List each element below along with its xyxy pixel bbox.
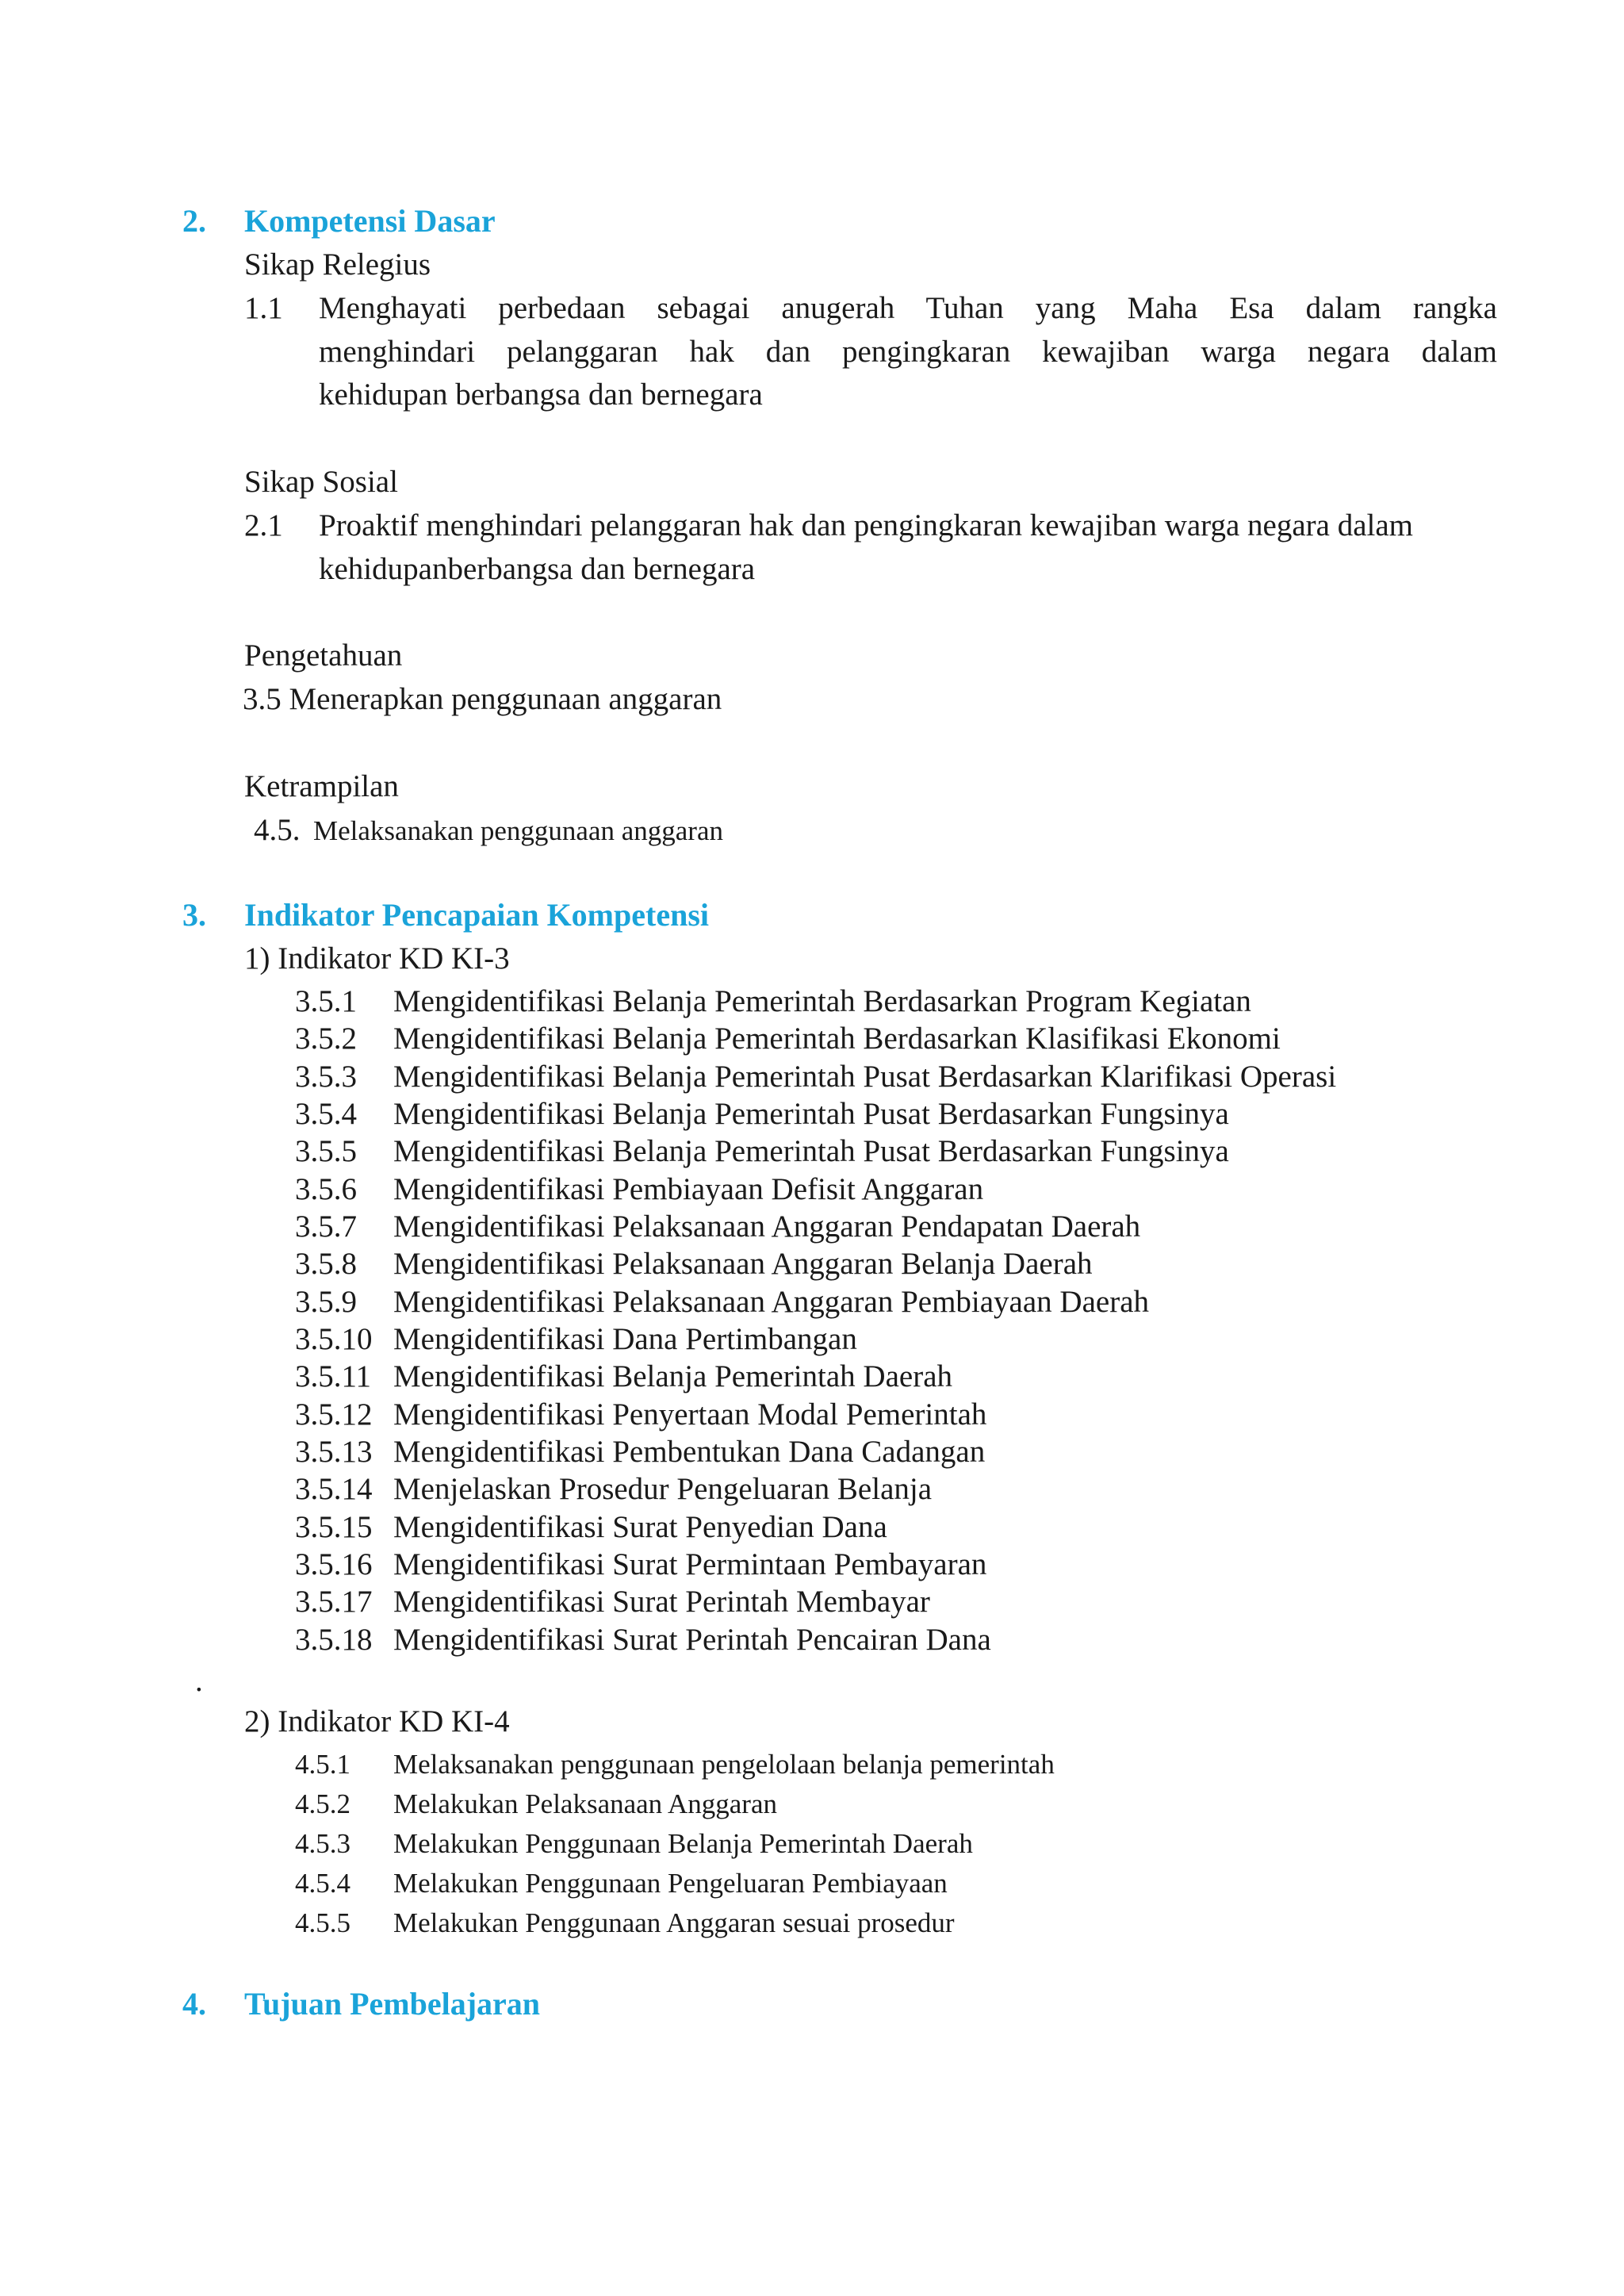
indicator-text: Melakukan Pelaksanaan Anggaran <box>393 1788 778 1819</box>
indicator-number: 3.5.1 <box>295 984 357 1018</box>
indicator-text: Mengidentifikasi Belanja Pemerintah Pusat Berdasarkan Fungsinya <box>393 1134 1229 1168</box>
indicator-number: 4.5.5 <box>295 1907 350 1938</box>
indicator-number: 3.5.9 <box>295 1285 357 1319</box>
section-title: Kompetensi Dasar <box>244 203 496 239</box>
indicator-text: Melakukan Penggunaan Belanja Pemerintah Daerah <box>393 1828 973 1859</box>
group-label-sikap-sosial: Sikap Sosial <box>244 465 398 499</box>
item-line: kehidupanberbangsa dan bernegara <box>319 552 756 586</box>
indicator-text: Mengidentifikasi Surat Penyedian Dana <box>393 1510 887 1544</box>
indicator-text: Mengidentifikasi Pelaksanaan Anggaran Pembiayaan Daerah <box>393 1285 1150 1319</box>
item-line: Menghayati perbedaan sebagai anugerah Tuhan yang Maha Esa dalam rangka <box>319 291 1497 325</box>
indicator-text: Mengidentifikasi Belanja Pemerintah Pusat Berdasarkan Klarifikasi Operasi <box>393 1060 1337 1094</box>
indicator-number: 3.5.16 <box>295 1547 373 1581</box>
item-number-4-5: 4.5. <box>254 813 301 847</box>
indicator-text: Mengidentifikasi Pembentukan Dana Cadangan <box>393 1435 986 1469</box>
indicator-number: 3.5.10 <box>295 1322 373 1356</box>
indicator-number: 4.5.2 <box>295 1788 350 1819</box>
indicator-text: Mengidentifikasi Surat Permintaan Pembayaran <box>393 1547 987 1581</box>
indicator-number: 4.5.4 <box>295 1868 350 1899</box>
indicator-text: Mengidentifikasi Belanja Pemerintah Berdasarkan Klasifikasi Ekonomi <box>393 1022 1281 1056</box>
indicator-text: Mengidentifikasi Pelaksanaan Anggaran Pendapatan Daerah <box>393 1209 1141 1244</box>
indicator-text: Melakukan Penggunaan Pengeluaran Pembiayaan <box>393 1868 948 1899</box>
subsection-label-ki3: 1) Indikator KD KI-3 <box>244 941 510 976</box>
group-label-pengetahuan: Pengetahuan <box>244 638 403 673</box>
group-label-sikap-relegius: Sikap Relegius <box>244 247 431 282</box>
indicator-number: 3.5.7 <box>295 1209 357 1244</box>
indicator-number: 3.5.18 <box>295 1623 373 1657</box>
indicator-text: Melaksanakan penggunaan pengelolaan belanja pemerintah <box>393 1749 1055 1780</box>
indicator-text: Melakukan Penggunaan Anggaran sesuai prosedur <box>393 1907 955 1938</box>
stray-dot: . <box>195 1664 203 1698</box>
indicator-number: 3.5.2 <box>295 1022 357 1056</box>
indicator-number: 3.5.11 <box>295 1359 372 1393</box>
indicator-number: 3.5.15 <box>295 1510 373 1544</box>
section-number: 3. <box>182 897 206 933</box>
item-pengetahuan: 3.5 Menerapkan penggunaan anggaran <box>243 682 722 716</box>
item-number-1-1: 1.1 <box>244 291 283 325</box>
subsection-label-ki4: 2) Indikator KD KI-4 <box>244 1704 510 1738</box>
indicator-number: 3.5.8 <box>295 1247 357 1281</box>
section-title: Tujuan Pembelajaran <box>244 1986 541 2022</box>
indicator-text: Mengidentifikasi Belanja Pemerintah Pusat Berdasarkan Fungsinya <box>393 1097 1229 1131</box>
indicator-number: 3.5.14 <box>295 1472 373 1506</box>
indicator-text: Mengidentifikasi Penyertaan Modal Pemerintah <box>393 1397 987 1432</box>
indicator-number: 3.5.12 <box>295 1397 373 1432</box>
indicator-text: Mengidentifikasi Surat Perintah Pencairan Dana <box>393 1623 991 1657</box>
indicator-number: 4.5.3 <box>295 1828 350 1859</box>
group-label-ketrampilan: Ketrampilan <box>244 769 399 803</box>
indicator-text: Menjelaskan Prosedur Pengeluaran Belanja <box>393 1472 933 1506</box>
indicator-number: 3.5.4 <box>295 1097 357 1131</box>
item-number-2-1: 2.1 <box>244 508 283 542</box>
section-title: Indikator Pencapaian Kompetensi <box>244 897 709 933</box>
section-number: 4. <box>182 1986 206 2022</box>
indicator-text: Mengidentifikasi Pelaksanaan Anggaran Belanja Daerah <box>393 1247 1093 1281</box>
item-line: Proaktif menghindari pelanggaran hak dan pengingkaran kewajiban warga negara dalam <box>319 508 1413 542</box>
indicator-text: Mengidentifikasi Dana Pertimbangan <box>393 1322 857 1356</box>
indicator-text: Mengidentifikasi Belanja Pemerintah Berdasarkan Program Kegiatan <box>393 984 1251 1018</box>
indicator-text: Mengidentifikasi Pembiayaan Defisit Anggaran <box>393 1172 984 1206</box>
indicator-number: 4.5.1 <box>295 1749 350 1780</box>
indicator-text: Mengidentifikasi Belanja Pemerintah Daerah <box>393 1359 953 1393</box>
indicator-number: 3.5.3 <box>295 1060 357 1094</box>
indicator-text: Mengidentifikasi Surat Perintah Membayar <box>393 1585 930 1619</box>
item-line: kehidupan berbangsa dan bernegara <box>319 378 763 412</box>
section-number: 2. <box>182 203 206 239</box>
indicator-number: 3.5.17 <box>295 1585 373 1619</box>
item-ketrampilan: Melaksanakan penggunaan anggaran <box>313 815 724 846</box>
item-line: menghindari pelanggaran hak dan pengingkaran kewajiban warga negara dalam <box>319 335 1497 369</box>
indicator-number: 3.5.13 <box>295 1435 373 1469</box>
indicator-number: 3.5.6 <box>295 1172 357 1206</box>
indicator-number: 3.5.5 <box>295 1134 357 1168</box>
